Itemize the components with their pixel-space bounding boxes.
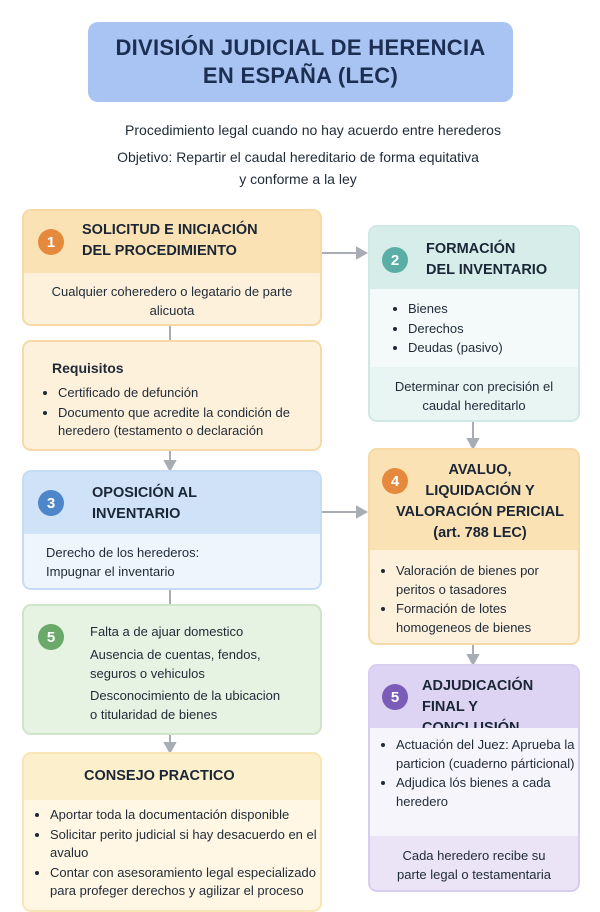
step-3-badge: 3 (38, 490, 64, 516)
step-2-title: FORMACIÓN DEL INVENTARIO (426, 241, 548, 278)
list-item: • Valoración de bienes por peritos o tasadores (396, 562, 576, 599)
step-3-card (22, 470, 322, 590)
requisitos-title: Requisitos (52, 360, 124, 376)
step-3-body: Derecho de los herederos: Impugnar el inventario (46, 545, 200, 579)
consejo-list (36, 806, 322, 902)
step-5b-footer: Cada heredero recibe su parte legal o testamentaria (397, 848, 551, 882)
step-5b-title: ADJUDICACIÓN FINAL Y (422, 678, 534, 715)
list-item: • Actuación del Juez: Aprueba la particion (cuaderno párticional) (396, 736, 576, 773)
step-2-card (368, 225, 580, 422)
step-1-card (22, 209, 322, 326)
list-item: • Documento que acredite la condición de heredero (testamento o declaración (58, 404, 322, 441)
list-item: • Aportar toda la documentación disponible (50, 806, 322, 825)
step-5a-line: Falta a de ajuar domestico (90, 624, 244, 639)
step-2-footer: Determinar con precisión el caudal hereditarlo (394, 379, 554, 413)
list-item: • Adjudica lós bienes a cada heredero (396, 774, 576, 811)
requisitos-card (22, 340, 322, 451)
step-4-list (382, 562, 576, 638)
step-5a-line: Ausencia de cuentas, fendos, seguros o vehiculos (90, 647, 261, 681)
list-item: • Formación de lotes homogeneos de bienes (396, 600, 576, 637)
step-5a-card (22, 604, 322, 735)
step-5a-line: Desconocimiento de la ubicacion o titularidad de bienes (90, 688, 281, 722)
step-5b-badge: 5 (382, 684, 408, 710)
consejo-title: CONSEJO PRACTICO (84, 768, 235, 784)
step-4-title: AVALUO, LIQUIDACIÓN Y VALORACIÓN PERICIAL (art. 788 LEC) (395, 462, 565, 541)
step-1-badge: 1 (38, 229, 64, 255)
list-item: • Contar con asesoramiento legal especializado para profeger derechos y agilizar el proceso (50, 864, 322, 901)
step-5a-badge: 5 (38, 624, 64, 650)
step-3-title: OPOSICIÓN AL INVENTARIO (92, 485, 197, 522)
list-item: • Derechos (408, 320, 580, 339)
step-4-card (368, 448, 580, 645)
list-item: • Certificado de defunción (58, 384, 322, 403)
consejo-card (22, 752, 322, 912)
intro-procedure: Procedimiento legal cuando no hay acuerdo entre herederos (125, 122, 501, 138)
intro-objective: Objetivo: Repartir el caudal hereditario de forma equitativa y conforme a la ley (117, 149, 479, 187)
page-title: DIVISIÓN JUDICIAL DE HERENCIA EN ESPAÑA (LEC) (115, 35, 486, 88)
step-2-badge: 2 (382, 247, 408, 273)
requisitos-list (44, 384, 322, 442)
list-item: • Bienes (408, 300, 580, 319)
step-2-list (394, 300, 580, 359)
list-item: • Solicitar perito judicial si hay desacuerdo en el avaluo (50, 826, 322, 863)
list-item: • Deudas (pasivo) (408, 339, 580, 358)
step-1-title: SOLICITUD E INICIACIÓN DEL PROCEDIMIENTO (82, 222, 258, 259)
step-1-body: Cualquier coheredero o legatario de parte alicuota (51, 284, 293, 318)
step-4-badge: 4 (382, 468, 408, 494)
step-5b-list (382, 736, 576, 812)
step-5b-card (368, 664, 580, 892)
